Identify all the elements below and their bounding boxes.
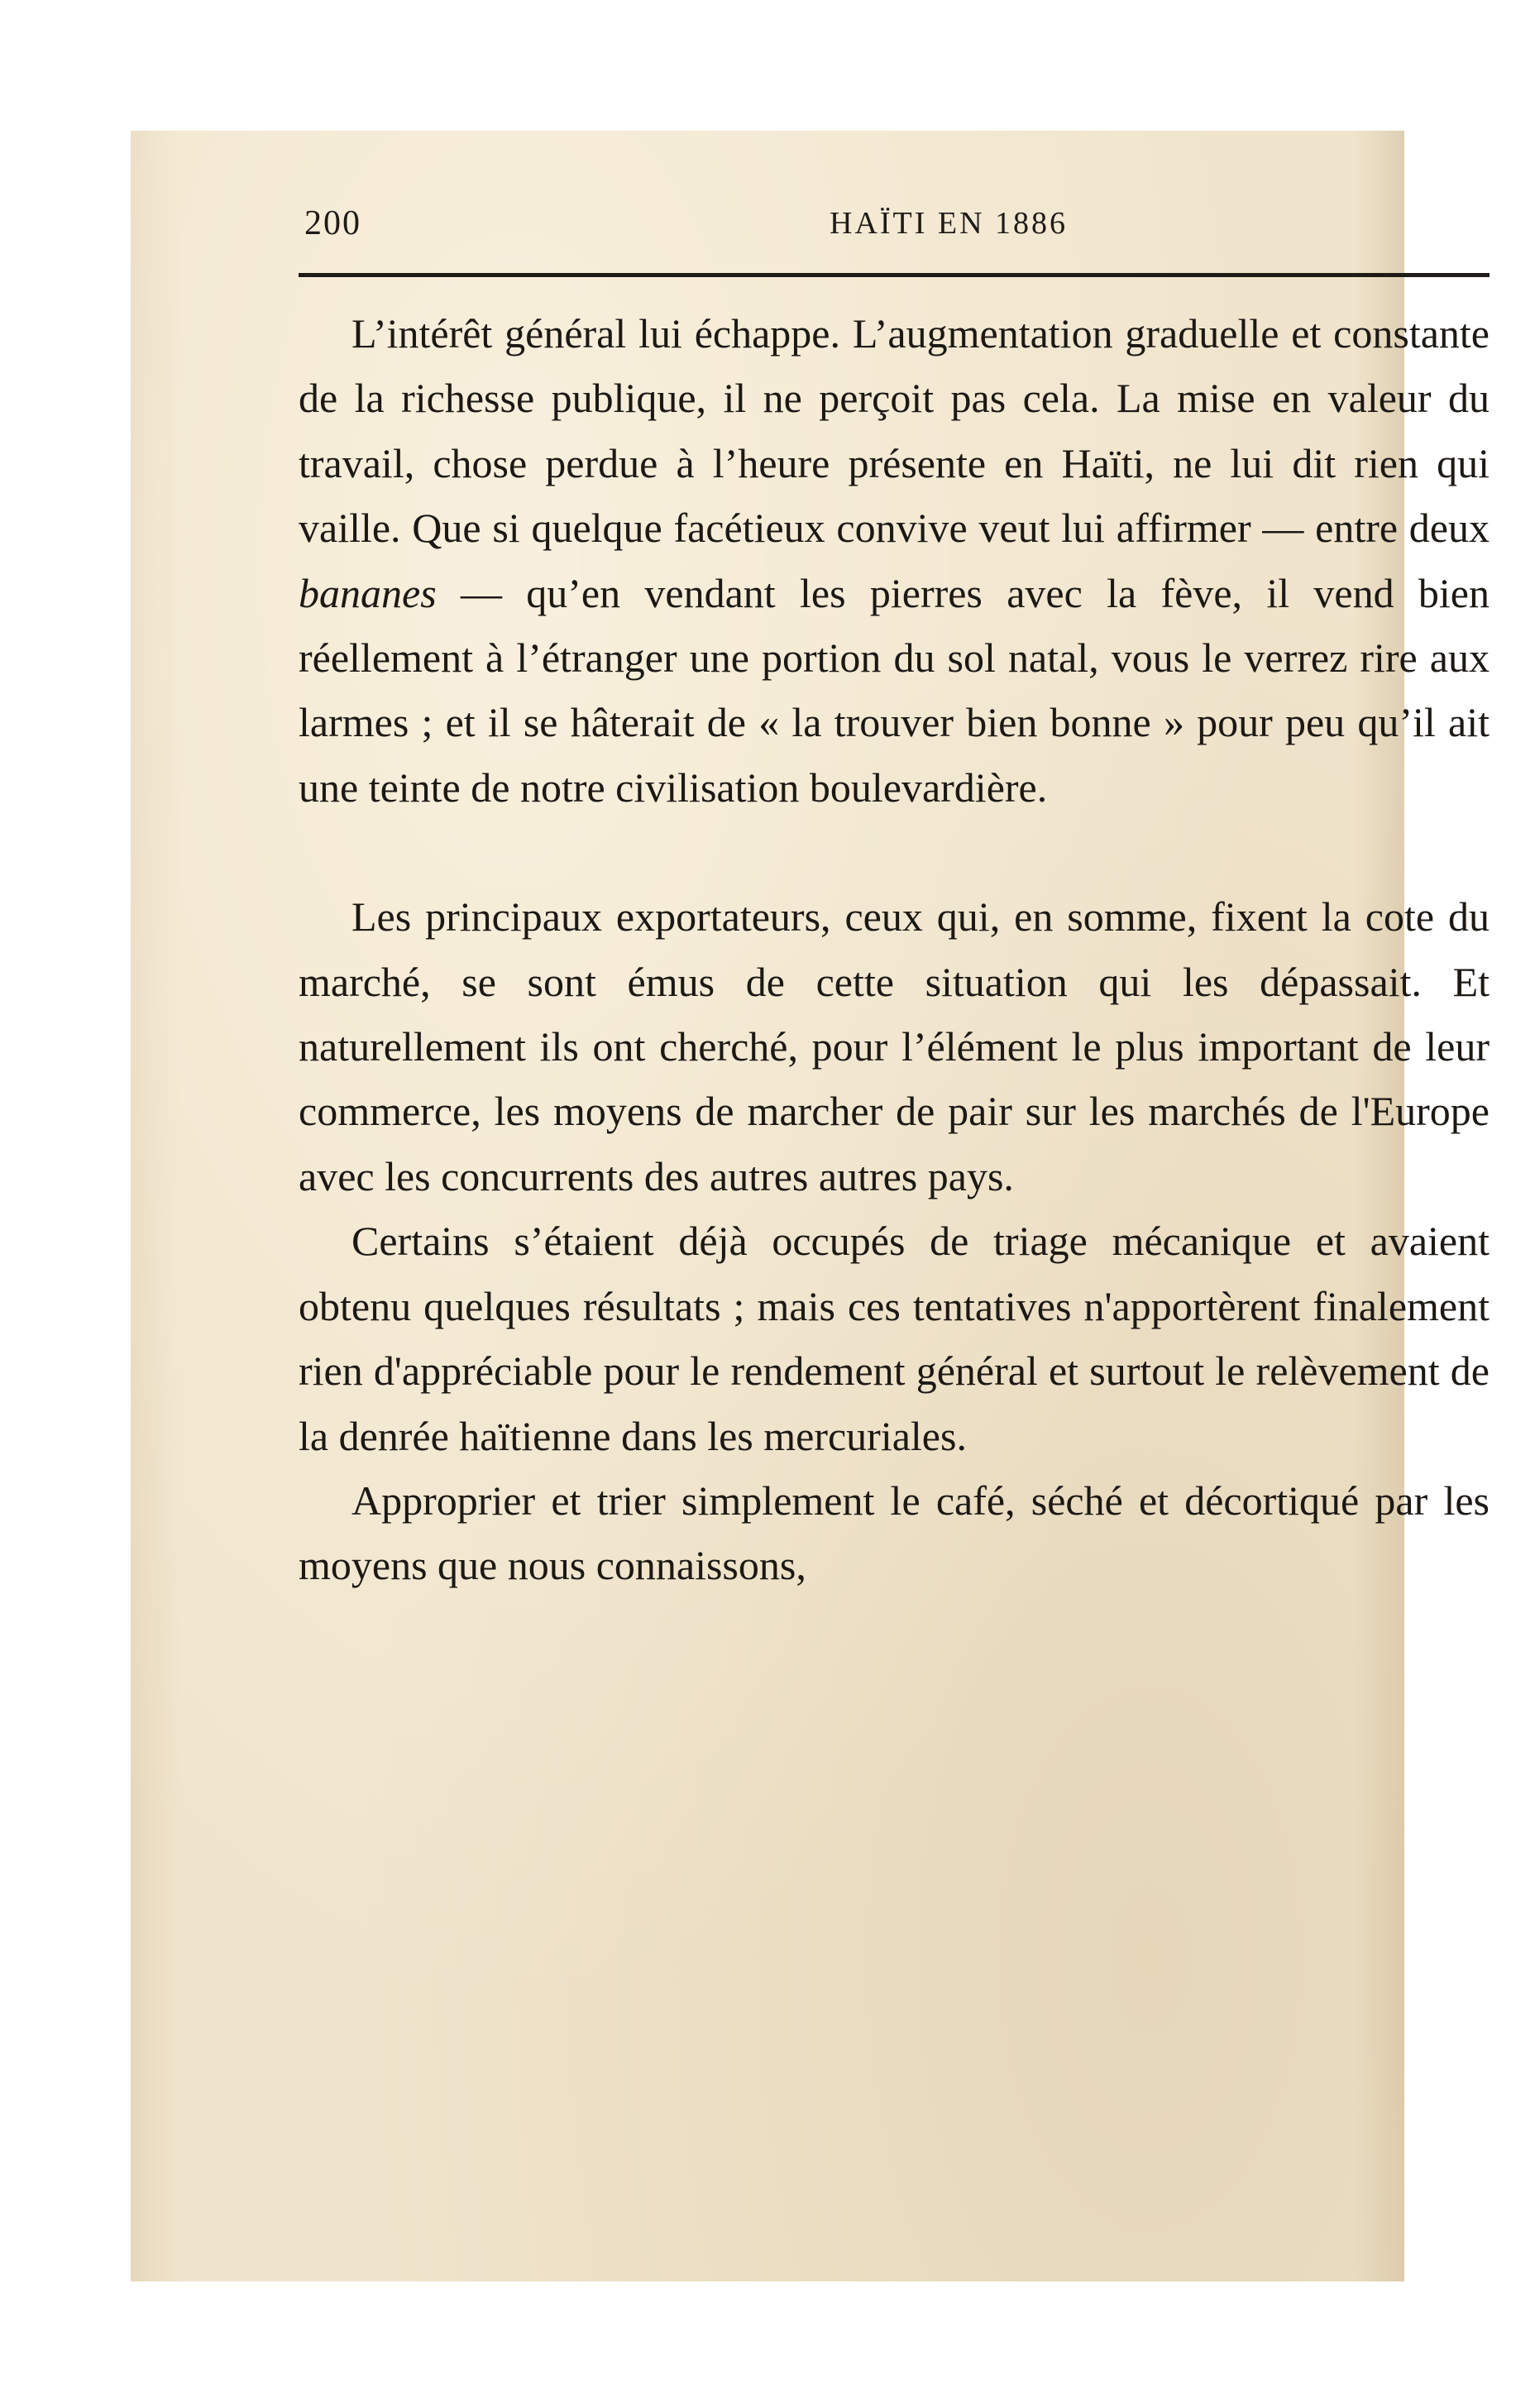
paragraph-3: Certains s’étaient déjà occupés de triage mécanique et avaient obtenu quelques résultats ; mais ces tentatives n'apportèrent finalement rien d'appréciable pour le rendement général et surtout le relèvement de la denrée haïtienne dans les mercuriales. <box>299 1218 1490 1459</box>
page-number: 200 <box>304 204 361 242</box>
paragraph-2: Les principaux exportateurs, ceux qui, en somme, fixent la cote du marché, se sont émus de cette situation qui les dépassait. Et naturellement ils ont cherché, pour l’élément le plus important de leur commerce, les moyens de marcher de pair sur les marchés de l'Europe avec les concurrents des autres autres pays. <box>299 893 1490 1199</box>
running-head: HAÏTI EN 1886 <box>830 206 1069 241</box>
body-text <box>299 301 1490 1598</box>
book-page <box>131 131 1490 2281</box>
paragraph-1 <box>299 301 1490 820</box>
paragraph-4: Approprier et trier simplement le café, séché et décortiqué par les moyens que nous connaissons, <box>299 1477 1490 1589</box>
paragraph-1-part-a: L’intérêt général lui échappe. L’augmentation graduelle et constante de la richesse publique, il ne perçoit pas cela. La mise en valeur du travail, chose perdue à l’heure présente en Haïti, ne lui dit rien qui vaille. Que si quelque facétieux convive veut lui affirmer — entre deux <box>299 310 1490 552</box>
header-rule <box>299 273 1490 277</box>
paragraph-1-part-b: — qu’en vendant les pierres avec la fève, il vend bien réellement à l’étranger une portion du sol natal, vous le verrez rire aux larmes ; et il se hâterait de « la trouver bien bonne » pour peu qu’il ait une teinte de notre civilisation boulevardière. <box>299 569 1490 811</box>
italic-word: bananes <box>299 569 437 616</box>
